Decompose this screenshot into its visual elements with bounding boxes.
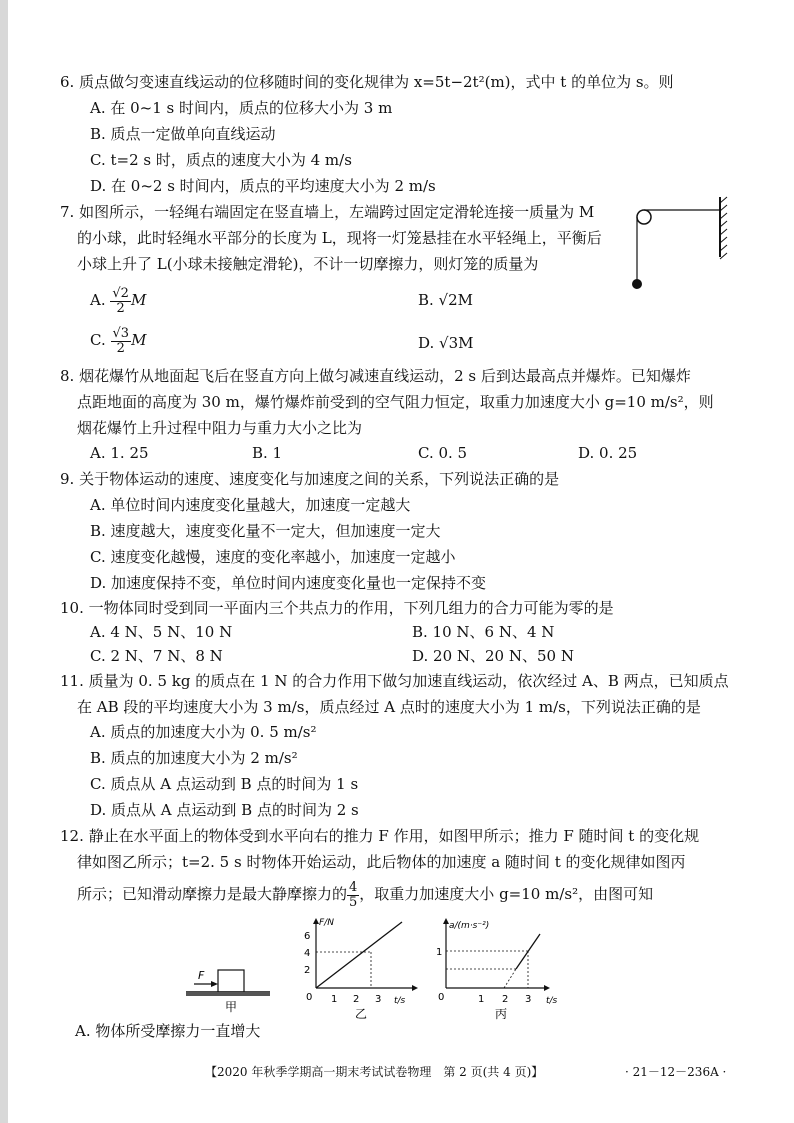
q11-option-a: A. 质点的加速度大小为 0. 5 m/s² [90,723,317,741]
q12-yi-force-line [316,922,402,988]
q12-figure-bing [432,914,572,1028]
q12-figure-jia [184,964,274,1022]
q12-stem-line3: 所示；已知滑动摩擦力是最大静摩擦力的 $\frac{4}{5}$ ，取重力加速度大小 g=10 m/s²，由图可知 [77,879,654,910]
q12-yi-xtick-1: 1 [331,994,338,1005]
q11-stem-line1: 11. 质量为 0. 5 kg 的质点在 1 N 的合力作用下做匀加速直线运动，依次经过 A、B 两点，已知质点 [60,672,729,690]
exam-code: · 21－12－236A · [625,1065,727,1079]
q7-option-b: B. √2M [418,291,474,309]
q12-yi-origin: 0 [306,992,313,1003]
q10-option-a: A. 4 N、5 N、10 N [90,623,233,641]
q12-figure-yi [292,914,422,1028]
q8-option-c: C. 0. 5 [418,444,468,462]
q12-bing-y-label: a/(m·s⁻²) [449,921,490,931]
q7-stem-line2: 的小球，此时轻绳水平部分的长度为 L，现将一灯笼悬挂在水平轻绳上，平衡后 [77,229,602,247]
q12-option-a: A. 物体所受摩擦力一直增大 [75,1022,261,1040]
q7-option-a: A. $\frac{√2}{2}$ M [90,285,147,316]
q7-option-d: D. √3M [418,334,474,352]
q12-bing-x-label: t/s [546,996,558,1006]
q12-bing-caption: 丙 [495,1007,508,1021]
q10-option-c: C. 2 N、7 N、8 N [90,647,223,665]
q12-stem-line1: 12. 静止在水平面上的物体受到水平向右的推力 F 作用，如图甲所示；推力 F 随时间 t 的变化规 [60,827,700,845]
q9-option-d: D. 加速度保持不变，单位时间内速度变化量也一定保持不变 [90,574,487,592]
q12-yi-caption: 乙 [355,1007,368,1021]
q6-option-d: D. 在 0~2 s 时间内，质点的平均速度大小为 2 m/s [90,177,436,195]
q12-yi-x-label: t/s [394,996,406,1006]
q12-bing-xtick-1: 1 [478,994,485,1005]
q12-yi-xtick-2: 2 [353,994,360,1005]
q9-option-b: B. 速度越大，速度变化量不一定大，但加速度一定大 [90,522,441,540]
q11-option-b: B. 质点的加速度大小为 2 m/s² [90,749,298,767]
q12-yi-ytick-4: 4 [304,948,311,959]
q11-stem-line2: 在 AB 段的平均速度大小为 3 m/s，质点经过 A 点时的速度大小为 1 m/s，下列说法正确的是 [77,698,701,716]
q12-bing-xtick-2: 2 [502,994,509,1005]
q12-yi-xtick-3: 3 [375,994,382,1005]
q6-stem: 6. 质点做匀变速直线运动的位移随时间的变化规律为 x=5t−2t²(m)，式中 t 的单位为 s。则 [60,73,674,91]
q7-option-c: C. $\frac{√3}{2}$ M [90,325,147,356]
q12-jia-caption: 甲 [225,1000,238,1014]
q8-option-a: A. 1. 25 [90,444,149,462]
q12-jia-force-label: F [198,969,205,982]
q11-option-c: C. 质点从 A 点运动到 B 点的时间为 1 s [90,775,359,793]
q7-pulley-figure [630,195,730,299]
q7-stem-line3: 小球上升了 L(小球未接触定滑轮)，不计一切摩擦力，则灯笼的质量为 [77,255,539,273]
q6-option-c: C. t=2 s 时，质点的速度大小为 4 m/s [90,151,352,169]
q6-option-a: A. 在 0~1 s 时间内，质点的位移大小为 3 m [90,99,393,117]
q10-option-b: B. 10 N、6 N、4 N [412,623,555,641]
q10-stem: 10. 一物体同时受到同一平面内三个共点力的作用，下列几组力的合力可能为零的是 [60,599,614,617]
q6-option-b: B. 质点一定做单向直线运动 [90,125,276,143]
page-footer: 【2020 年秋季学期高一期末考试试卷物理 第 2 页(共 4 页)】 [205,1065,544,1079]
q12-stem-line2: 律如图乙所示；t=2. 5 s 时物体开始运动，此后物体的加速度 a 随时间 t 的变化规律如图丙 [77,853,686,871]
q12-bing-xtick-3: 3 [525,994,532,1005]
q8-stem-line1: 8. 烟花爆竹从地面起飞后在竖直方向上做匀减速直线运动，2 s 后到达最高点并爆炸。已知爆炸 [60,367,691,385]
q9-option-a: A. 单位时间内速度变化量越大，加速度一定越大 [90,496,411,514]
q12-yi-y-label: F/N [319,918,334,928]
q11-option-d: D. 质点从 A 点运动到 B 点的时间为 2 s [90,801,359,819]
q12-yi-ytick-2: 2 [304,965,311,976]
scan-edge [0,0,8,1123]
q10-option-d: D. 20 N、20 N、50 N [412,647,574,665]
q7-stem-line1: 7. 如图所示，一轻绳右端固定在竖直墙上，左端跨过固定定滑轮连接一质量为 M [60,203,595,221]
q8-option-d: D. 0. 25 [578,444,638,462]
q12-yi-ytick-6: 6 [304,931,311,942]
q8-option-b: B. 1 [252,444,283,462]
q9-stem: 9. 关于物体运动的速度、速度变化与加速度之间的关系，下列说法正确的是 [60,470,560,488]
q12-bing-origin: 0 [438,992,445,1003]
q12-bing-ytick-1: 1 [436,947,443,958]
q8-stem-line2: 点距地面的高度为 30 m，爆竹爆炸前受到的空气阻力恒定，取重力加速度大小 g=10 m/s²，则 [77,393,714,411]
q9-option-c: C. 速度变化越慢，速度的变化率越小，加速度一定越小 [90,548,456,566]
q8-stem-line3: 烟花爆竹上升过程中阻力与重力大小之比为 [77,419,363,437]
